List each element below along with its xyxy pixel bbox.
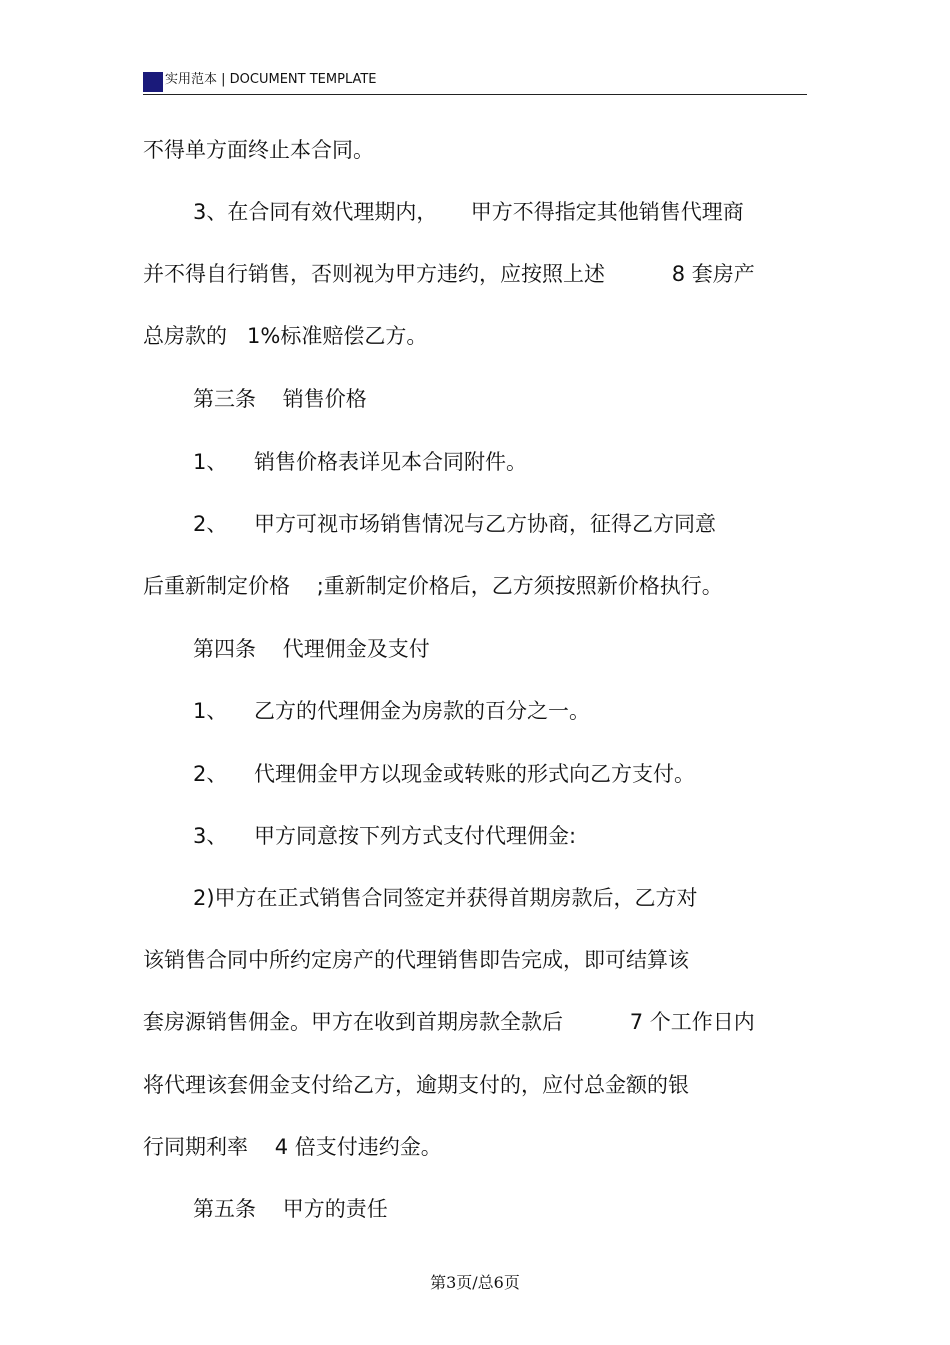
header-title: 实用范本 bbox=[165, 72, 218, 87]
header-text bbox=[165, 72, 377, 88]
body-line: 该销售合同中所约定房产的代理销售即告完成，即可结算该 bbox=[143, 948, 689, 972]
section-heading: 第五条 甲方的责任 bbox=[193, 1197, 388, 1221]
header-logo-mark bbox=[143, 72, 163, 92]
body-line: 2、 甲方可视市场销售情况与乙方协商，征得乙方同意 bbox=[193, 512, 717, 536]
section-heading: 第三条 销售价格 bbox=[193, 387, 367, 411]
document-header bbox=[143, 68, 807, 95]
body-line: 并不得自行销售，否则视为甲方违约，应按照上述 8 套房产 bbox=[143, 262, 755, 286]
header-separator: | bbox=[217, 72, 230, 87]
body-line: 后重新制定价格 ;重新制定价格后，乙方须按照新价格执行。 bbox=[143, 574, 723, 598]
body-line: 2)甲方在正式销售合同签定并获得首期房款后，乙方对 bbox=[193, 886, 698, 910]
body-line: 1、 销售价格表详见本合同附件。 bbox=[193, 450, 528, 474]
body-line: 将代理该套佣金支付给乙方，逾期支付的，应付总金额的银 bbox=[143, 1073, 689, 1097]
body-line: 行同期利率 4 倍支付违约金。 bbox=[143, 1135, 442, 1159]
body-line: 1、 乙方的代理佣金为房款的百分之一。 bbox=[193, 699, 591, 723]
body-line: 2、 代理佣金甲方以现金或转账的形式向乙方支付。 bbox=[193, 762, 696, 786]
page-number: 第3页/总6页 bbox=[430, 1273, 520, 1292]
body-line: 套房源销售佣金。甲方在收到首期房款全款后 7 个工作日内 bbox=[143, 1010, 755, 1034]
body-line: 3、 甲方同意按下列方式支付代理佣金: bbox=[193, 824, 577, 848]
body-line: 不得单方面终止本合同。 bbox=[143, 138, 374, 162]
body-line: 总房款的 1%标准赔偿乙方。 bbox=[143, 324, 428, 348]
header-subtitle: DOCUMENT TEMPLATE bbox=[229, 72, 377, 87]
body-line: 3、在合同有效代理期内， 甲方不得指定其他销售代理商 bbox=[193, 200, 744, 224]
section-heading: 第四条 代理佣金及支付 bbox=[193, 637, 430, 661]
